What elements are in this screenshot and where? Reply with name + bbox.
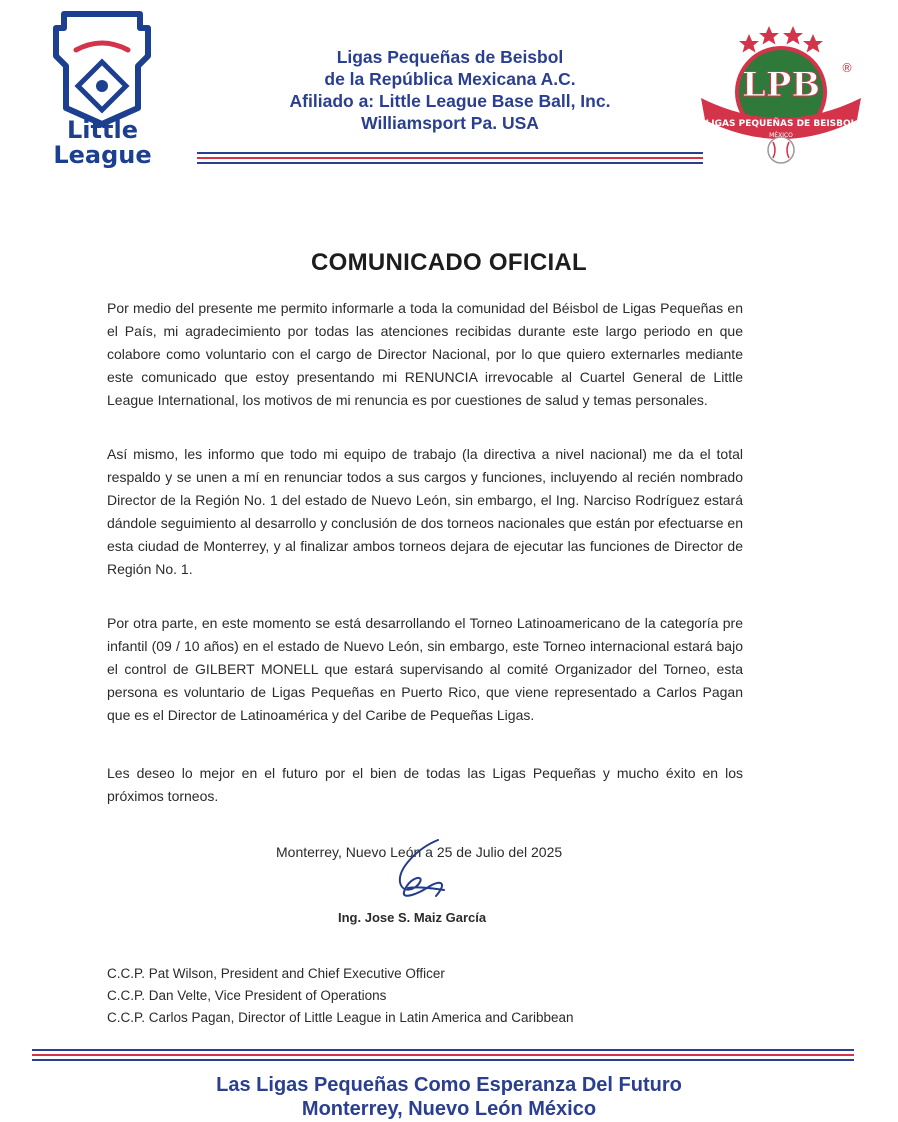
header-rule-blue-1 <box>197 152 703 154</box>
paragraph-4: Les deseo lo mejor en el futuro por el bien de todas las Ligas Pequeñas y mucho éxito en los próximos torneos. <box>107 765 743 804</box>
little-league-logo-text-1: Little <box>67 116 138 144</box>
lpb-logo-initials: LPB <box>741 65 821 105</box>
header-line-4: Williamsport Pa. USA <box>361 113 539 133</box>
lpb-logo <box>697 20 865 170</box>
header-rule-blue-2 <box>197 162 703 164</box>
header-line-2: de la República Mexicana A.C. <box>324 69 576 89</box>
document-title: COMUNICADO OFICIAL <box>310 249 588 276</box>
footer-line-2: Monterrey, Nuevo León México <box>301 1098 597 1120</box>
footer-rule-blue-2 <box>32 1059 854 1061</box>
footer-line-1: Las Ligas Pequeñas Como Esperanza Del Futuro <box>216 1074 682 1096</box>
header-line-3: Afiliado a: Little League Base Ball, Inc. <box>289 91 611 111</box>
paragraph-2: Así mismo, les informo que todo mi equipo de trabajo (la directiva a nivel nacional) me da el total respaldo y se unen a mí en renunciar todos a sus cargos y funciones, incluyendo al recién nombrado Director de la Región No. 1 del estado de Nuevo León, sin embargo, el Ing. Narciso Rodríguez estará dándole seguimiento al desarrollo y conclusión de dos torneos nacionales que están por efectuarse en esta ciudad de Monterrey, y al finalizar ambos torneos dejara de ejecutar las funciones de Director de Región No. 1. <box>107 446 743 577</box>
header-rule-red <box>197 157 703 159</box>
lpb-logo-registered-mark: ® <box>841 61 853 75</box>
lpb-logo-country: MÉXICO <box>769 132 793 139</box>
paragraph-3: Por otra parte, en este momento se está desarrollando el Torneo Latinoamericano de la categoría pre infantil (09 / 10 años) en el estado de Nuevo León, sin embargo, este Torneo internacional estará bajo el control de GILBERT MONELL que estará supervisando al comité Organizador del Torneo, esta persona es voluntario de Ligas Pequeñas en Puerto Rico, que viene representado a Carlos Pagan que es el Director de Latinoamérica y del Caribe de Pequeñas Ligas. <box>107 615 743 723</box>
header-text-block <box>240 46 660 134</box>
signer-name: Ing. Jose S. Maiz García <box>338 910 487 925</box>
ccp-line-3: C.C.P. Carlos Pagan, Director of Little League in Latin America and Caribbean <box>107 1010 574 1025</box>
little-league-logo-text-2: League <box>53 141 152 169</box>
footer-rule-red <box>32 1054 854 1056</box>
lpb-logo-banner: LIGAS PEQUEÑAS DE BEISBOL <box>705 119 857 129</box>
ccp-line-2: C.C.P. Dan Velte, Vice President of Operations <box>107 988 387 1003</box>
header-line-1: Ligas Pequeñas de Beisbol <box>336 47 564 67</box>
date-line: Monterrey, Nuevo León a 25 de Julio del 2025 <box>276 844 563 860</box>
ccp-line-1: C.C.P. Pat Wilson, President and Chief Executive Officer <box>107 966 445 981</box>
signature-scribble <box>378 838 458 908</box>
footer-rule-blue-1 <box>32 1049 854 1051</box>
paragraph-1: Por medio del presente me permito informarle a toda la comunidad del Béisbol de Ligas Pequeñas en el País, mi agradecimiento por todas las atenciones recibidas durante este largo periodo en que colabore como voluntario con el cargo de Director Nacional, por lo que quiero externarles mediante este comunicado que estoy presentando mi RENUNCIA irrevocable al Cuartel General de Little League International, los motivos de mi renuncia es por cuestiones de salud y temas personales. <box>107 300 743 408</box>
